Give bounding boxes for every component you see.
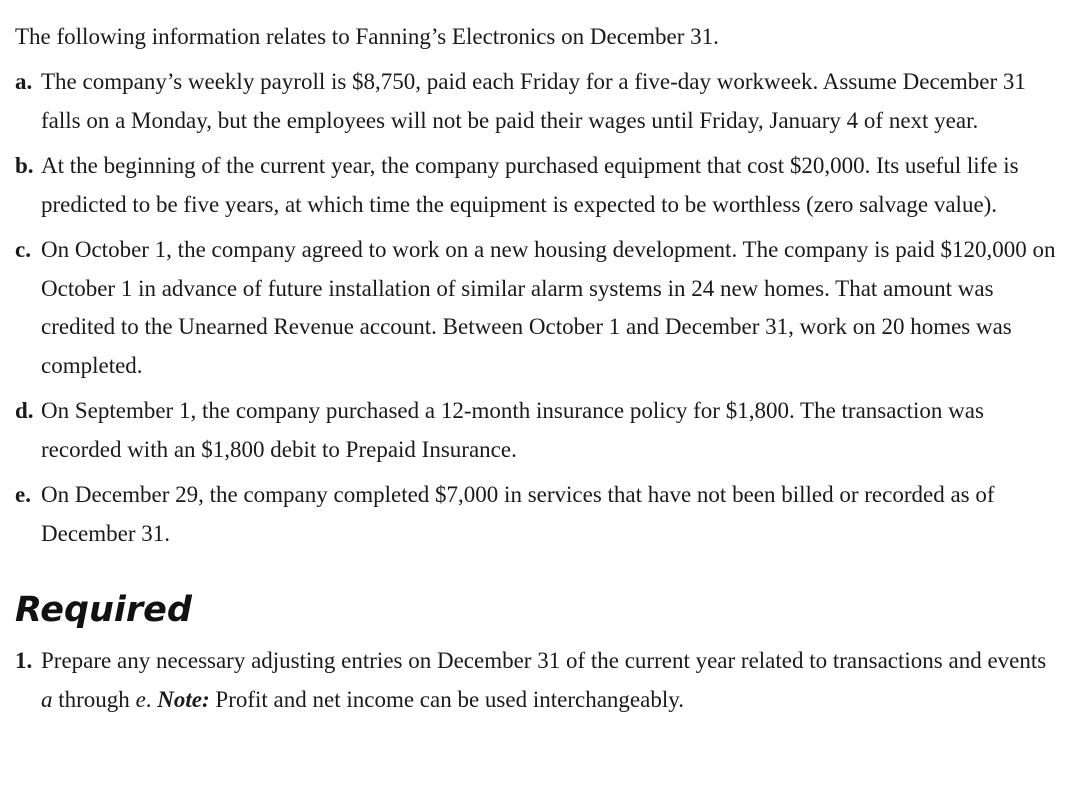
required-heading: Required xyxy=(15,590,192,630)
note-label: Note: xyxy=(157,686,210,712)
list-item xyxy=(15,392,1060,469)
problem-page xyxy=(15,0,1060,719)
list-item xyxy=(15,231,1060,385)
item-text: At the beginning of the current year, the company purchased equipment that cost $20,000. Its useful life is predicted to be five years, at which time the equipment is expected to be worthless (zero salvage value). xyxy=(41,153,1019,217)
intro-text: The following information relates to Fanning’s Electronics on December 31. xyxy=(15,24,719,49)
required-item xyxy=(15,642,1060,719)
required-item-text xyxy=(41,648,1046,712)
required-text-period: . xyxy=(145,686,158,712)
item-marker: b. xyxy=(15,153,34,178)
list-item xyxy=(15,147,1060,224)
italic-letter-a: a xyxy=(41,686,53,712)
item-marker: e. xyxy=(15,482,31,507)
list-item xyxy=(15,476,1060,553)
item-marker: c. xyxy=(15,237,31,262)
note-text: Profit and net income can be used interchangeably. xyxy=(209,686,684,712)
italic-letter-e: e xyxy=(135,686,146,712)
required-text-before: Prepare any necessary adjusting entries on December 31 of the current year related to transactions and events xyxy=(41,648,1047,673)
transaction-list xyxy=(15,63,1060,553)
required-text-through: through xyxy=(52,686,136,712)
item-text: On December 29, the company completed $7,000 in services that have not been billed or recorded as of December 31. xyxy=(41,482,995,546)
required-item-marker: 1. xyxy=(15,648,33,673)
item-marker: a. xyxy=(15,69,33,94)
item-text: The company’s weekly payroll is $8,750, paid each Friday for a five-day workweek. Assume December 31 falls on a Monday, but the employees will not be paid their wages until Friday, January 4 of next year. xyxy=(41,69,1026,133)
list-item xyxy=(15,63,1060,140)
item-text: On September 1, the company purchased a 12-month insurance policy for $1,800. The transaction was recorded with an $1,800 debit to Prepaid Insurance. xyxy=(41,398,984,462)
item-marker: d. xyxy=(15,398,34,423)
required-list xyxy=(15,642,1060,719)
item-text: On October 1, the company agreed to work on a new housing development. The company is paid $120,000 on October 1 in advance of future installation of similar alarm systems in 24 new homes. That amount was credited to the Unearned Revenue account. Between October 1 and December 31, work on 20 homes was completed. xyxy=(41,237,1056,378)
